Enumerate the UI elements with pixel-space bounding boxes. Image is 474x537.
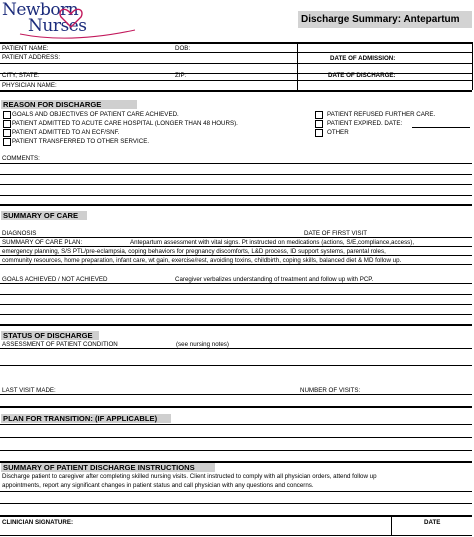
summary-of-care-heading: SUMMARY OF CARE xyxy=(1,211,87,220)
expired-date-line xyxy=(412,127,470,128)
option-goals-achieved-checkbox[interactable] xyxy=(3,111,11,119)
comments-line xyxy=(0,184,472,185)
heart-logo-icon xyxy=(0,0,150,42)
option-label: GOALS AND OBJECTIVES OF PATIENT CARE ACHIEVED. xyxy=(12,111,179,118)
instructions-text-1: Discharge patient to caregiver after completing skilled nursing visits. Client instructed to comply with all physician orders, attend follow up xyxy=(2,473,377,480)
physician-name-label: PHYSICIAN NAME: xyxy=(2,82,57,89)
divider xyxy=(0,503,472,504)
instructions-text-2: appointments, report any significant changes in patient status and call physician with any questions and concerns. xyxy=(2,482,314,489)
divider xyxy=(0,406,472,408)
option-refused-care-checkbox[interactable] xyxy=(315,111,323,119)
comments-label: COMMENTS: xyxy=(2,155,40,162)
first-visit-label: DATE OF FIRST VISIT xyxy=(304,230,368,237)
comments-line xyxy=(0,195,472,196)
divider xyxy=(0,304,472,305)
care-plan-text-3: community resources, home preparation, infant care, wt gain, exercise/rest, avoiding toxins, childbirth, coping skills, balanced diet & MD follow up. xyxy=(2,257,402,264)
divider xyxy=(0,535,472,536)
option-acute-care-checkbox[interactable] xyxy=(3,120,11,128)
logo-line-2: Nurses xyxy=(28,16,87,36)
option-label: OTHER xyxy=(327,129,349,136)
divider xyxy=(0,73,472,74)
comments-line xyxy=(0,174,472,175)
zip-label: ZIP: xyxy=(175,72,187,79)
city-state-label: CITY, STATE: xyxy=(2,72,40,79)
patient-name-label: PATIENT NAME: xyxy=(2,45,49,52)
care-plan-text-2: emergency planning, S/S PTL/pre-eclampsia, coping behaviors for pregnancy discomforts, L&D process, ID support systems, parental roles, xyxy=(2,248,386,255)
logo-line-1: Newborn xyxy=(2,0,79,20)
option-other-checkbox[interactable] xyxy=(315,129,323,137)
divider xyxy=(0,204,472,206)
divider xyxy=(0,63,472,64)
divider xyxy=(0,437,472,438)
divider xyxy=(472,42,473,90)
option-label: PATIENT REFUSED FURTHER CARE. xyxy=(327,111,436,118)
transition-heading: PLAN FOR TRANSITION: (IF APPLICABLE) xyxy=(1,414,171,423)
divider xyxy=(0,424,472,425)
page-title: Discharge Summary: Antepartum xyxy=(298,11,472,28)
divider xyxy=(0,324,472,326)
comments-line xyxy=(0,163,472,164)
care-plan-text-1: Antepartum assessment with vital signs. Pt instructed on medications (actions, S/E,compliance,access), xyxy=(130,239,415,246)
divider xyxy=(0,52,472,53)
option-ecf-snf-checkbox[interactable] xyxy=(3,129,11,137)
care-plan-label: SUMMARY OF CARE PLAN: xyxy=(2,239,83,246)
divider xyxy=(0,264,472,265)
divider xyxy=(0,450,472,451)
divider xyxy=(0,42,472,44)
divider xyxy=(0,348,472,349)
option-expired-checkbox[interactable] xyxy=(315,120,323,128)
divider xyxy=(391,516,392,536)
dob-label: DOB: xyxy=(175,45,191,52)
clinician-signature-label: CLINICIAN SIGNATURE: xyxy=(2,519,74,526)
assessment-text: (see nursing notes) xyxy=(176,341,229,348)
divider xyxy=(0,491,472,492)
option-label: PATIENT TRANSFERRED TO OTHER SERVICE. xyxy=(12,138,150,145)
option-transferred-checkbox[interactable] xyxy=(3,138,11,146)
divider xyxy=(0,90,472,92)
number-of-visits-label: NUMBER OF VISITS: xyxy=(300,387,361,394)
goals-text: Caregiver verbalizes understanding of treatment and follow up with PCP. xyxy=(175,276,374,283)
status-heading: STATUS OF DISCHARGE xyxy=(1,331,99,340)
date-label: DATE xyxy=(424,519,441,526)
option-label: PATIENT ADMITTED TO AN ECF/SNF. xyxy=(12,129,120,136)
divider xyxy=(0,80,472,81)
reason-heading: REASON FOR DISCHARGE xyxy=(1,100,137,109)
option-label: PATIENT ADMITTED TO ACUTE CARE HOSPITAL (LONGER THAN 48 HOURS). xyxy=(12,120,238,127)
divider xyxy=(0,246,472,247)
date-of-discharge-label: DATE OF DISCHARGE: xyxy=(328,72,396,79)
goals-label: GOALS ACHIEVED / NOT ACHIEVED xyxy=(2,276,108,283)
patient-address-label: PATIENT ADDRESS: xyxy=(2,54,61,61)
divider xyxy=(0,365,472,366)
instructions-heading: SUMMARY OF PATIENT DISCHARGE INSTRUCTIONS xyxy=(1,463,215,472)
divider xyxy=(297,42,298,90)
divider xyxy=(0,237,472,238)
date-of-admission-label: DATE OF ADMISSION: xyxy=(330,55,396,62)
option-label: PATIENT EXPIRED. DATE: xyxy=(327,120,403,127)
divider xyxy=(0,294,472,295)
assessment-label: ASSESSMENT OF PATIENT CONDITION xyxy=(2,341,118,348)
last-visit-label: LAST VISIT MADE: xyxy=(2,387,56,394)
divider xyxy=(0,394,472,395)
divider xyxy=(0,314,472,315)
divider xyxy=(0,515,472,517)
diagnosis-label: DIAGNOSIS xyxy=(2,230,37,237)
divider xyxy=(0,255,472,256)
divider xyxy=(0,283,472,284)
